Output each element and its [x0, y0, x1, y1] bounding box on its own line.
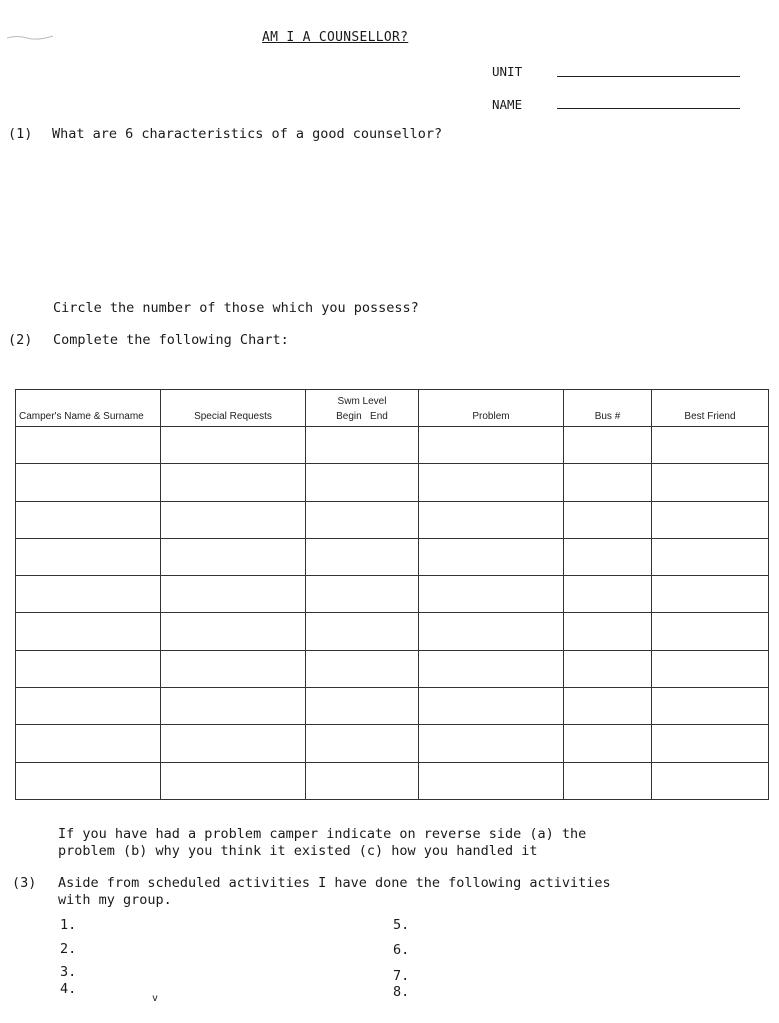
table-row — [16, 427, 769, 464]
chart-cell-name[interactable] — [16, 501, 161, 538]
chart-cell-requests[interactable] — [161, 762, 306, 799]
chart-cell-swim[interactable] — [306, 725, 419, 762]
chart-cell-friend[interactable] — [652, 576, 769, 613]
chart-cell-problem[interactable] — [419, 613, 564, 650]
chart-cell-swim[interactable] — [306, 762, 419, 799]
chart-cell-problem[interactable] — [419, 427, 564, 464]
chart-body — [16, 427, 769, 800]
table-row — [16, 613, 769, 650]
activity-item-3: 3. — [60, 964, 77, 980]
chart-cell-name[interactable] — [16, 762, 161, 799]
activity-item-4: 4. — [60, 981, 77, 997]
chart-cell-problem[interactable] — [419, 762, 564, 799]
chart-cell-requests[interactable] — [161, 576, 306, 613]
chart-cell-requests[interactable] — [161, 538, 306, 575]
header-best-friend: Best Friend — [652, 390, 769, 427]
question-3-line-2: with my group. — [58, 892, 172, 908]
name-field-line[interactable] — [557, 108, 740, 109]
question-1-number: (1) — [8, 126, 33, 142]
chart-cell-swim[interactable] — [306, 501, 419, 538]
page-title: AM I A COUNSELLOR? — [262, 30, 409, 45]
chart-cell-bus[interactable] — [564, 501, 652, 538]
header-swim-level-title: Swm Level — [337, 396, 387, 407]
chart-cell-swim[interactable] — [306, 464, 419, 501]
chart-cell-name[interactable] — [16, 576, 161, 613]
question-3-line-1: Aside from scheduled activities I have done the following activities — [58, 875, 611, 891]
table-row — [16, 538, 769, 575]
question-2-number: (2) — [8, 332, 33, 348]
chart-cell-swim[interactable] — [306, 576, 419, 613]
chart-cell-swim[interactable] — [306, 688, 419, 725]
chart-cell-friend[interactable] — [652, 613, 769, 650]
chart-cell-bus[interactable] — [564, 427, 652, 464]
chart-cell-requests[interactable] — [161, 464, 306, 501]
chart-cell-requests[interactable] — [161, 613, 306, 650]
activity-item-7: 7. — [393, 968, 410, 984]
chart-cell-problem[interactable] — [419, 576, 564, 613]
activity-item-2: 2. — [60, 941, 77, 957]
chart-cell-problem[interactable] — [419, 538, 564, 575]
chart-cell-name[interactable] — [16, 613, 161, 650]
chart-cell-requests[interactable] — [161, 688, 306, 725]
unit-field-line[interactable] — [557, 76, 740, 77]
chart-cell-bus[interactable] — [564, 613, 652, 650]
header-special-requests: Special Requests — [161, 390, 306, 427]
chart-cell-name[interactable] — [16, 427, 161, 464]
question-3-number: (3) — [12, 875, 37, 891]
chart-cell-friend[interactable] — [652, 725, 769, 762]
chart-cell-friend[interactable] — [652, 762, 769, 799]
problem-note-line-1: If you have had a problem camper indicate on reverse side (a) the — [58, 826, 587, 842]
chart-cell-requests[interactable] — [161, 501, 306, 538]
chart-cell-name[interactable] — [16, 650, 161, 687]
table-row — [16, 576, 769, 613]
name-label: NAME — [492, 97, 523, 112]
chart-cell-name[interactable] — [16, 464, 161, 501]
table-row — [16, 501, 769, 538]
chart-cell-bus[interactable] — [564, 688, 652, 725]
chart-cell-bus[interactable] — [564, 762, 652, 799]
chart-cell-problem[interactable] — [419, 464, 564, 501]
question-1-text: What are 6 characteristics of a good counsellor? — [52, 126, 443, 142]
chart-cell-friend[interactable] — [652, 688, 769, 725]
table-row — [16, 688, 769, 725]
chart-cell-swim[interactable] — [306, 613, 419, 650]
chart-cell-swim[interactable] — [306, 650, 419, 687]
activity-item-8: 8. — [393, 984, 410, 1000]
unit-label: UNIT — [492, 64, 523, 79]
chart-cell-friend[interactable] — [652, 501, 769, 538]
activity-item-6: 6. — [393, 942, 410, 958]
chart-cell-name[interactable] — [16, 688, 161, 725]
header-swim-level — [306, 390, 419, 427]
chart-cell-name[interactable] — [16, 725, 161, 762]
chart-cell-swim[interactable] — [306, 538, 419, 575]
camper-chart — [15, 389, 769, 800]
chart-cell-problem[interactable] — [419, 725, 564, 762]
stray-check-mark: v — [152, 993, 159, 1004]
chart-cell-bus[interactable] — [564, 650, 652, 687]
chart-header-row — [16, 390, 769, 427]
chart-cell-bus[interactable] — [564, 538, 652, 575]
chart-cell-requests[interactable] — [161, 650, 306, 687]
chart-cell-problem[interactable] — [419, 501, 564, 538]
chart-cell-friend[interactable] — [652, 464, 769, 501]
activity-item-1: 1. — [60, 917, 77, 933]
chart-cell-name[interactable] — [16, 538, 161, 575]
chart-cell-friend[interactable] — [652, 538, 769, 575]
question-1-followup: Circle the number of those which you possess? — [53, 300, 419, 316]
chart-cell-requests[interactable] — [161, 427, 306, 464]
table-row — [16, 650, 769, 687]
chart-cell-problem[interactable] — [419, 688, 564, 725]
header-campers-name: Camper's Name & Surname — [16, 390, 161, 427]
chart-cell-bus[interactable] — [564, 725, 652, 762]
header-bus-number: Bus # — [564, 390, 652, 427]
header-swim-level-begin-end: Begin End — [336, 411, 388, 422]
chart-cell-friend[interactable] — [652, 650, 769, 687]
activity-item-5: 5. — [393, 917, 410, 933]
chart-cell-friend[interactable] — [652, 427, 769, 464]
question-2-text: Complete the following Chart: — [53, 332, 289, 348]
pen-scribble-mark — [5, 33, 55, 41]
chart-cell-bus[interactable] — [564, 576, 652, 613]
table-row — [16, 725, 769, 762]
table-row — [16, 762, 769, 799]
header-problem: Problem — [419, 390, 564, 427]
problem-note-line-2: problem (b) why you think it existed (c) how you handled it — [58, 843, 538, 859]
chart-cell-bus[interactable] — [564, 464, 652, 501]
chart-cell-swim[interactable] — [306, 427, 419, 464]
table-row — [16, 464, 769, 501]
chart-cell-problem[interactable] — [419, 650, 564, 687]
chart-cell-requests[interactable] — [161, 725, 306, 762]
